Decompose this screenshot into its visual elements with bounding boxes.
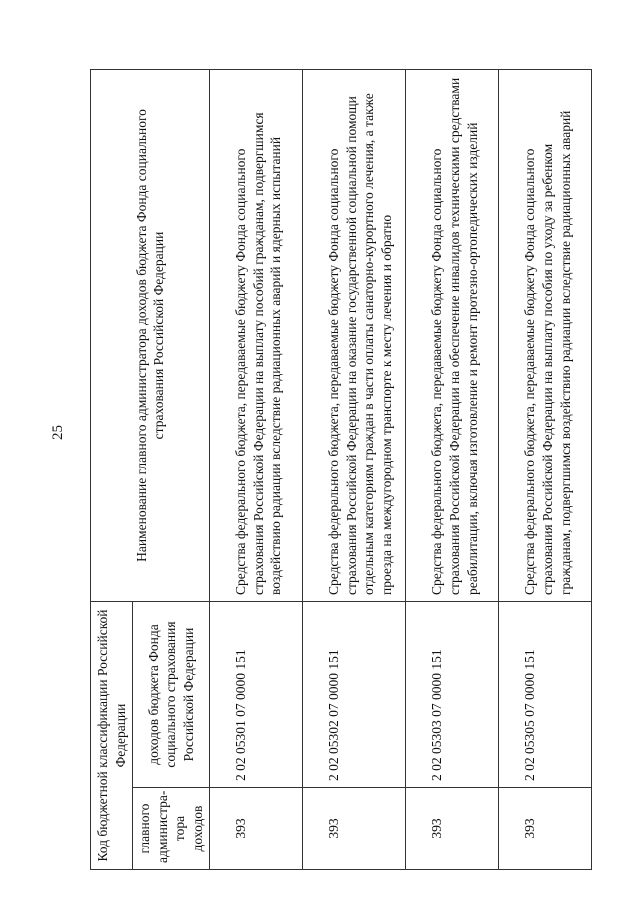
admin-code-cell: 393 <box>499 788 592 870</box>
revenue-name-cell: Средства федерального бюджета, передаваемые бюджету Фонда социального страхования Российской Федерации на обеспечение инвалидов техническими средствами реабилитации, включая изготовление и ремонт протезно-ортопедических изделий <box>406 70 499 602</box>
header-budget-classification-code: Код бюджетной классификации Российской Федерации <box>91 602 133 870</box>
table-row <box>406 70 499 870</box>
revenue-name-cell: Средства федерального бюджета, передаваемые бюджету Фонда социального страхования Российской Федерации на выплату пособия по уходу за ребенком гражданам, подвергшимся воздействию радиации вследствие радиационных аварий <box>499 70 592 602</box>
admin-code-cell: 393 <box>406 788 499 870</box>
header-chief-administrator: главного администра-тора доходов <box>133 788 210 870</box>
admin-code-cell: 393 <box>210 788 303 870</box>
table-row <box>303 70 406 870</box>
revenue-code-cell: 2 02 05303 07 0000 151 <box>406 602 499 788</box>
table-row <box>210 70 303 870</box>
revenue-name-cell: Средства федерального бюджета, передаваемые бюджету Фонда социального страхования Российской Федерации на оказание государственной социальной помощи отдельным категориям граждан в части оплаты санаторно-курортного лечения, а также проезда на междугородном транспорте к месту лечения и обратно <box>303 70 406 602</box>
page-number: 25 <box>50 425 66 440</box>
table-row <box>499 70 592 870</box>
admin-code-cell: 393 <box>303 788 406 870</box>
header-revenue-code: доходов бюджета Фонда социального страхования Российской Федерации <box>133 602 210 788</box>
revenue-code-cell: 2 02 05305 07 0000 151 <box>499 602 592 788</box>
revenue-code-cell: 2 02 05302 07 0000 151 <box>303 602 406 788</box>
header-administrator-name: Наименование главного администратора доходов бюджета Фонда социального страхования Российской Федерации <box>91 70 210 602</box>
revenue-name-cell: Средства федерального бюджета, передаваемые бюджету Фонда социального страхования Российской Федерации на выплату пособий гражданам, подвергшимся воздействию радиации вследствие радиационных аварий и ядерных испытаний <box>210 70 303 602</box>
rotated-table-container <box>90 70 573 870</box>
revenue-code-cell: 2 02 05301 07 0000 151 <box>210 602 303 788</box>
budget-classification-table <box>90 69 592 870</box>
